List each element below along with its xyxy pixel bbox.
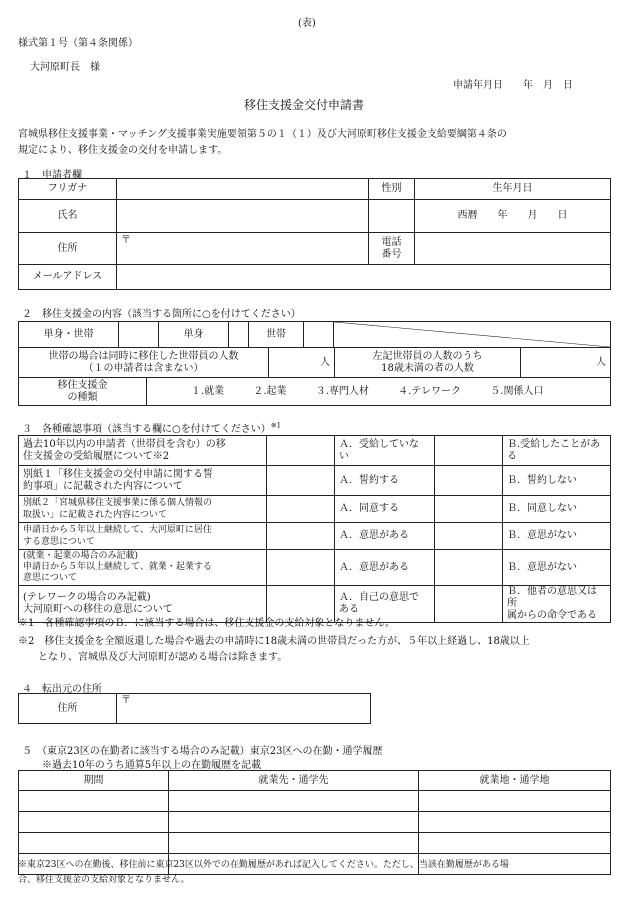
confirm-question: 別紙１「移住支援金の交付申請に関する誓 約事項」に記載された内容について: [19, 466, 267, 496]
birthdate-field[interactable]: 西暦 年 月 日: [415, 200, 611, 233]
option-a[interactable]: Ａ．自己の意思で ある: [335, 586, 435, 623]
type-option-specialist[interactable]: ３.専門人材: [315, 385, 369, 397]
household-count-table: [18, 347, 611, 378]
under18-label: 左記世帯員の人数のうち 18歳未満の者の人数: [335, 348, 521, 378]
support-type-label: 移住支援金 の種類: [19, 378, 147, 406]
note-2-line-2: となり、宮城県及び大河原町が認める場合は除きます。: [18, 652, 288, 663]
single-or-household-mark[interactable]: [119, 322, 159, 348]
option-b-mark[interactable]: [435, 466, 503, 496]
option-b[interactable]: Ｂ．意思がない: [503, 550, 611, 586]
option-b[interactable]: Ｂ．意思がない: [503, 523, 611, 550]
option-a[interactable]: Ａ．誓約する: [335, 466, 435, 496]
confirm-question: (テレワークの場合のみ記載) 大河原町への移住の意思について: [19, 586, 267, 623]
section5-heading: ５ （東京23区の在勤者に該当する場合のみ記載）東京23区への在勤・通学履歴: [22, 746, 383, 757]
household-count-label: 世帯の場合は同時に移住した世帯員の人数 （１の申請者は含まない）: [19, 348, 269, 378]
col-period: 期間: [19, 771, 169, 791]
support-type-options: [147, 378, 611, 406]
section1-heading: １ 申請者欄: [22, 170, 82, 181]
addressee: 大河原町長 様: [30, 62, 100, 73]
confirm-question: 過去10年以内の申請者（世帯員を含む）の移 住支援金の受給履歴について※2: [19, 436, 267, 466]
table-row: [19, 496, 611, 523]
period-field[interactable]: [19, 812, 169, 833]
section3-heading: ３ 各種確認事項（該当する欄に○を付けてください）$^{※1}$: [22, 421, 282, 435]
type-option-startup[interactable]: ２.起業: [253, 385, 287, 397]
phone-label: 電話 番号: [369, 233, 415, 265]
phone-field[interactable]: [415, 233, 611, 265]
support-type-table: [18, 377, 611, 406]
name-field[interactable]: [117, 200, 369, 233]
option-a[interactable]: Ａ．意思がある: [335, 523, 435, 550]
period-field[interactable]: [19, 833, 169, 854]
table-row: [19, 833, 611, 854]
page-side-marker: (表): [298, 18, 316, 29]
option-a[interactable]: Ａ．受給していな い: [335, 436, 435, 466]
support-content-table: [18, 321, 611, 348]
name-label: 氏名: [19, 200, 117, 233]
birthdate-label: 生年月日: [415, 179, 611, 200]
household-mark[interactable]: [304, 322, 334, 348]
section4-heading: ４ 転出元の住所: [22, 684, 102, 695]
previous-address-label: 住所: [19, 694, 117, 724]
employer-field[interactable]: [169, 833, 419, 854]
period-field[interactable]: [19, 791, 169, 812]
option-b[interactable]: Ｂ．誓約しない: [503, 466, 611, 496]
option-b[interactable]: Ｂ．他者の意思又は所 属からの命令である: [503, 586, 611, 623]
option-a-mark[interactable]: [267, 466, 335, 496]
table-row: [19, 550, 611, 586]
option-b-mark[interactable]: [435, 550, 503, 586]
form-number: 様式第１号（第４条関係）: [18, 38, 138, 49]
type-option-telework[interactable]: ４.テレワーク: [398, 385, 462, 397]
confirm-question: (就業・起業の場合のみ記載) 申請日から５年以上継続して、就業・起業する 意思について: [19, 550, 267, 586]
location-field[interactable]: [419, 812, 611, 833]
employer-field[interactable]: [169, 791, 419, 812]
option-b[interactable]: Ｂ.受給したことがあ る: [503, 436, 611, 466]
note-1: ※1 各種確認事項のＢ．に該当する場合は、移住支援金の支給対象となりません。: [18, 618, 395, 629]
furigana-label: フリガナ: [19, 179, 117, 200]
option-a[interactable]: Ａ．同意する: [335, 496, 435, 523]
table-row: [19, 523, 611, 550]
table-row: [19, 812, 611, 833]
location-field[interactable]: [419, 833, 611, 854]
unused-cell: [334, 322, 611, 348]
table-row: [19, 436, 611, 466]
option-b-mark[interactable]: [435, 436, 503, 466]
postal-mark: 〒: [121, 695, 131, 706]
section5-subnote: ※過去10年のうち通算5年以上の在勤履歴を記載: [42, 760, 262, 771]
type-option-employment[interactable]: １.就業: [191, 385, 225, 397]
single-mark[interactable]: [229, 322, 249, 348]
location-field[interactable]: [419, 791, 611, 812]
option-a-mark[interactable]: [267, 436, 335, 466]
single-option[interactable]: 単身: [159, 322, 229, 348]
footnote-line-1: ※東京23区への在勤後、移住前に東京23区以外での在勤履歴があれば記入してください。ただし、当該在勤履歴がある場: [18, 860, 509, 870]
table-row: [19, 791, 611, 812]
confirm-question: 申請日から５年以上継続して、大河原町に居住 する意思について: [19, 523, 267, 550]
diagonal-slash: [334, 322, 610, 347]
applicant-table: [18, 178, 611, 290]
postal-mark: 〒: [121, 235, 131, 246]
employer-field[interactable]: [169, 812, 419, 833]
intro-line-1: 宮城県移住支援事業・マッチング支援事業実施要領第５の１（１）及び大河原町移住支援金支給要綱第４条の: [18, 129, 507, 140]
email-label: メールアドレス: [19, 265, 117, 290]
option-a[interactable]: Ａ．意思がある: [335, 550, 435, 586]
address-label: 住所: [19, 233, 117, 265]
previous-address-table: [18, 693, 371, 724]
single-or-household-label: 単身・世帯: [19, 322, 119, 348]
section2-heading: ２ 移住支援金の内容（該当する箇所に○を付けてください）: [22, 309, 301, 320]
gender-field[interactable]: [369, 200, 415, 233]
type-option-related-population[interactable]: ５.関係人口: [490, 385, 544, 397]
email-field[interactable]: [117, 265, 611, 290]
option-b-mark[interactable]: [435, 586, 503, 623]
household-count-field[interactable]: 人: [269, 348, 335, 378]
furigana-field[interactable]: [117, 179, 369, 200]
household-option[interactable]: 世帯: [249, 322, 304, 348]
previous-address-field[interactable]: [117, 694, 371, 724]
address-field[interactable]: [117, 233, 369, 265]
confirm-question: 別紙２「宮城県移住支援事業に係る個人情報の 取扱い」に記載された内容について: [19, 496, 267, 523]
option-a-mark[interactable]: [267, 523, 335, 550]
col-employer: 就業先・通学先: [169, 771, 419, 791]
note-2-line-1: ※2 移住支援金を全額返還した場合や過去の申請時に18歳未満の世帯員だった方が、５年以上経過し、18歳以上: [18, 636, 530, 647]
gender-label: 性別: [369, 179, 415, 200]
option-a-mark[interactable]: [267, 550, 335, 586]
option-b[interactable]: Ｂ．同意しない: [503, 496, 611, 523]
option-b-mark[interactable]: [435, 496, 503, 523]
confirmation-table: [18, 435, 611, 623]
application-date[interactable]: 申請年月日 年 月 日: [453, 80, 573, 91]
footnote-line-2: 合、移住支援金の支給対象となりません。: [18, 875, 190, 885]
option-a-mark[interactable]: [267, 496, 335, 523]
intro-line-2: 規定により、移住支援金の交付を申請します。: [18, 145, 228, 156]
col-location: 就業地・通学地: [419, 771, 611, 791]
table-row: [19, 466, 611, 496]
page-title: 移住支援金交付申請書: [244, 98, 365, 112]
under18-field[interactable]: 人: [521, 348, 611, 378]
option-b-mark[interactable]: [435, 523, 503, 550]
